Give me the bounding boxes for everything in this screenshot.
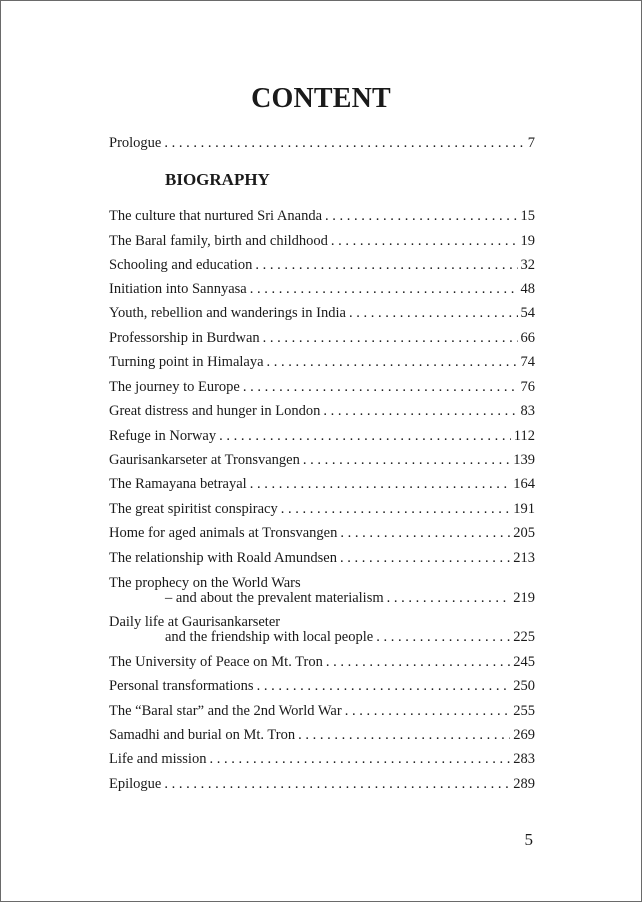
dot-leader xyxy=(243,379,518,396)
toc-entry xyxy=(165,590,535,607)
toc-entry-label: The Ramayana betrayal xyxy=(109,476,247,492)
toc-entry-page: 213 xyxy=(513,550,535,566)
toc-entry xyxy=(109,525,535,542)
page-title: CONTENT xyxy=(251,83,391,114)
toc-entry xyxy=(109,678,535,695)
toc-entry xyxy=(109,305,535,322)
dot-leader xyxy=(387,590,511,607)
toc-entry-page: 19 xyxy=(520,233,535,249)
toc-entry xyxy=(109,703,535,720)
toc-entry-first-line: The prophecy on the World Wars xyxy=(109,575,301,591)
toc-entry-label: The University of Peace on Mt. Tron xyxy=(109,654,323,670)
toc-entry xyxy=(109,776,535,793)
toc-entry-label: The Baral family, birth and childhood xyxy=(109,233,328,249)
toc-entry-label: Samadhi and burial on Mt. Tron xyxy=(109,727,296,743)
toc-entry-page: 76 xyxy=(520,379,535,395)
toc-entry xyxy=(109,550,535,567)
toc-entry-page: 289 xyxy=(513,776,535,792)
dot-leader xyxy=(345,703,511,720)
toc-entry xyxy=(109,501,535,518)
toc-entry xyxy=(109,281,535,298)
toc-entry-label: Initiation into Sannyasa xyxy=(109,281,247,297)
dot-leader xyxy=(298,727,510,744)
toc-entry-label: – and about the prevalent materialism xyxy=(165,590,384,606)
toc-entry-label: Personal transformations xyxy=(109,678,254,694)
toc-entry xyxy=(109,208,535,225)
toc-entry xyxy=(109,452,535,469)
toc-entry-page: 250 xyxy=(513,678,535,694)
toc-entry-label: Youth, rebellion and wanderings in India xyxy=(109,305,346,321)
dot-leader xyxy=(349,305,518,322)
toc-entry-page: 83 xyxy=(520,403,535,419)
toc-entry-label: The “Baral star” and the 2nd World War xyxy=(109,703,342,719)
toc-entry-page: 225 xyxy=(513,629,535,645)
toc-entry-label: The relationship with Roald Amundsen xyxy=(109,550,337,566)
toc-entry xyxy=(109,403,535,420)
toc-entry-page: 164 xyxy=(513,476,535,492)
toc-entry-prologue xyxy=(109,135,535,152)
dot-leader xyxy=(331,233,518,250)
dot-leader xyxy=(323,403,517,420)
dot-leader xyxy=(340,525,510,542)
dot-leader xyxy=(164,776,510,793)
toc-entry-page: 245 xyxy=(513,654,535,670)
toc-entry-label: Schooling and education xyxy=(109,257,253,273)
toc-entry-page: 48 xyxy=(520,281,535,297)
dot-leader xyxy=(250,476,511,493)
toc-entry-label: Professorship in Burdwan xyxy=(109,330,260,346)
toc-entry xyxy=(109,379,535,396)
toc-entry-page: 283 xyxy=(513,751,535,767)
dot-leader xyxy=(263,330,518,347)
dot-leader xyxy=(255,257,517,274)
toc-entry-page: 74 xyxy=(520,354,535,370)
dot-leader xyxy=(164,135,524,152)
toc-entry xyxy=(109,751,535,768)
toc-entry-label: Prologue xyxy=(109,135,162,151)
dot-leader xyxy=(250,281,518,298)
toc-entry xyxy=(165,629,535,646)
dot-leader xyxy=(376,629,510,646)
toc-entry-page: 255 xyxy=(513,703,535,719)
toc-entry-label: The culture that nurtured Sri Ananda xyxy=(109,208,323,224)
toc-entry-label: Turning point in Himalaya xyxy=(109,354,264,370)
dot-leader xyxy=(340,550,510,567)
toc-entry-label: Home for aged animals at Tronsvangen xyxy=(109,525,338,541)
toc-entry xyxy=(109,727,535,744)
dot-leader xyxy=(267,354,518,371)
dot-leader xyxy=(325,208,517,225)
dot-leader xyxy=(281,501,511,518)
toc-entry xyxy=(109,476,535,493)
toc-entry-page: 7 xyxy=(527,135,535,151)
dot-leader xyxy=(303,452,510,469)
toc-entry-page: 219 xyxy=(513,590,535,606)
dot-leader xyxy=(326,654,510,671)
toc-entry-page: 54 xyxy=(520,305,535,321)
toc-entry-page: 112 xyxy=(513,428,535,444)
toc-entry xyxy=(109,654,535,671)
dot-leader xyxy=(209,751,510,768)
dot-leader xyxy=(257,678,511,695)
toc-entry-page: 269 xyxy=(513,727,535,743)
toc-entry-page: 32 xyxy=(520,257,535,273)
toc-entry xyxy=(109,233,535,250)
toc-entry-label: Life and mission xyxy=(109,751,207,767)
toc-entry-label: Refuge in Norway xyxy=(109,428,217,444)
section-heading: BIOGRAPHY xyxy=(165,170,270,189)
toc-entry xyxy=(109,330,535,347)
toc-entry-label: Gaurisankarseter at Tronsvangen xyxy=(109,452,300,468)
toc-entry-first-line: Daily life at Gaurisankarseter xyxy=(109,614,281,630)
dot-leader xyxy=(219,428,511,445)
toc-entry xyxy=(109,354,535,371)
toc-entry-page: 66 xyxy=(520,330,535,346)
toc-entry-label: and the friendship with local people xyxy=(165,629,374,645)
toc-entry-label: The journey to Europe xyxy=(109,379,240,395)
toc-entry-label: The great spiritist conspiracy xyxy=(109,501,278,517)
toc-entry-page: 205 xyxy=(513,525,535,541)
page-number: 5 xyxy=(524,830,533,849)
toc-entry xyxy=(109,257,535,274)
toc-entry-label: Great distress and hunger in London xyxy=(109,403,321,419)
toc-entry-page: 191 xyxy=(513,501,535,517)
toc-entry xyxy=(109,428,535,445)
toc-entry-label: Epilogue xyxy=(109,776,162,792)
toc-entry-page: 139 xyxy=(513,452,535,468)
toc-entry-page: 15 xyxy=(520,208,535,224)
